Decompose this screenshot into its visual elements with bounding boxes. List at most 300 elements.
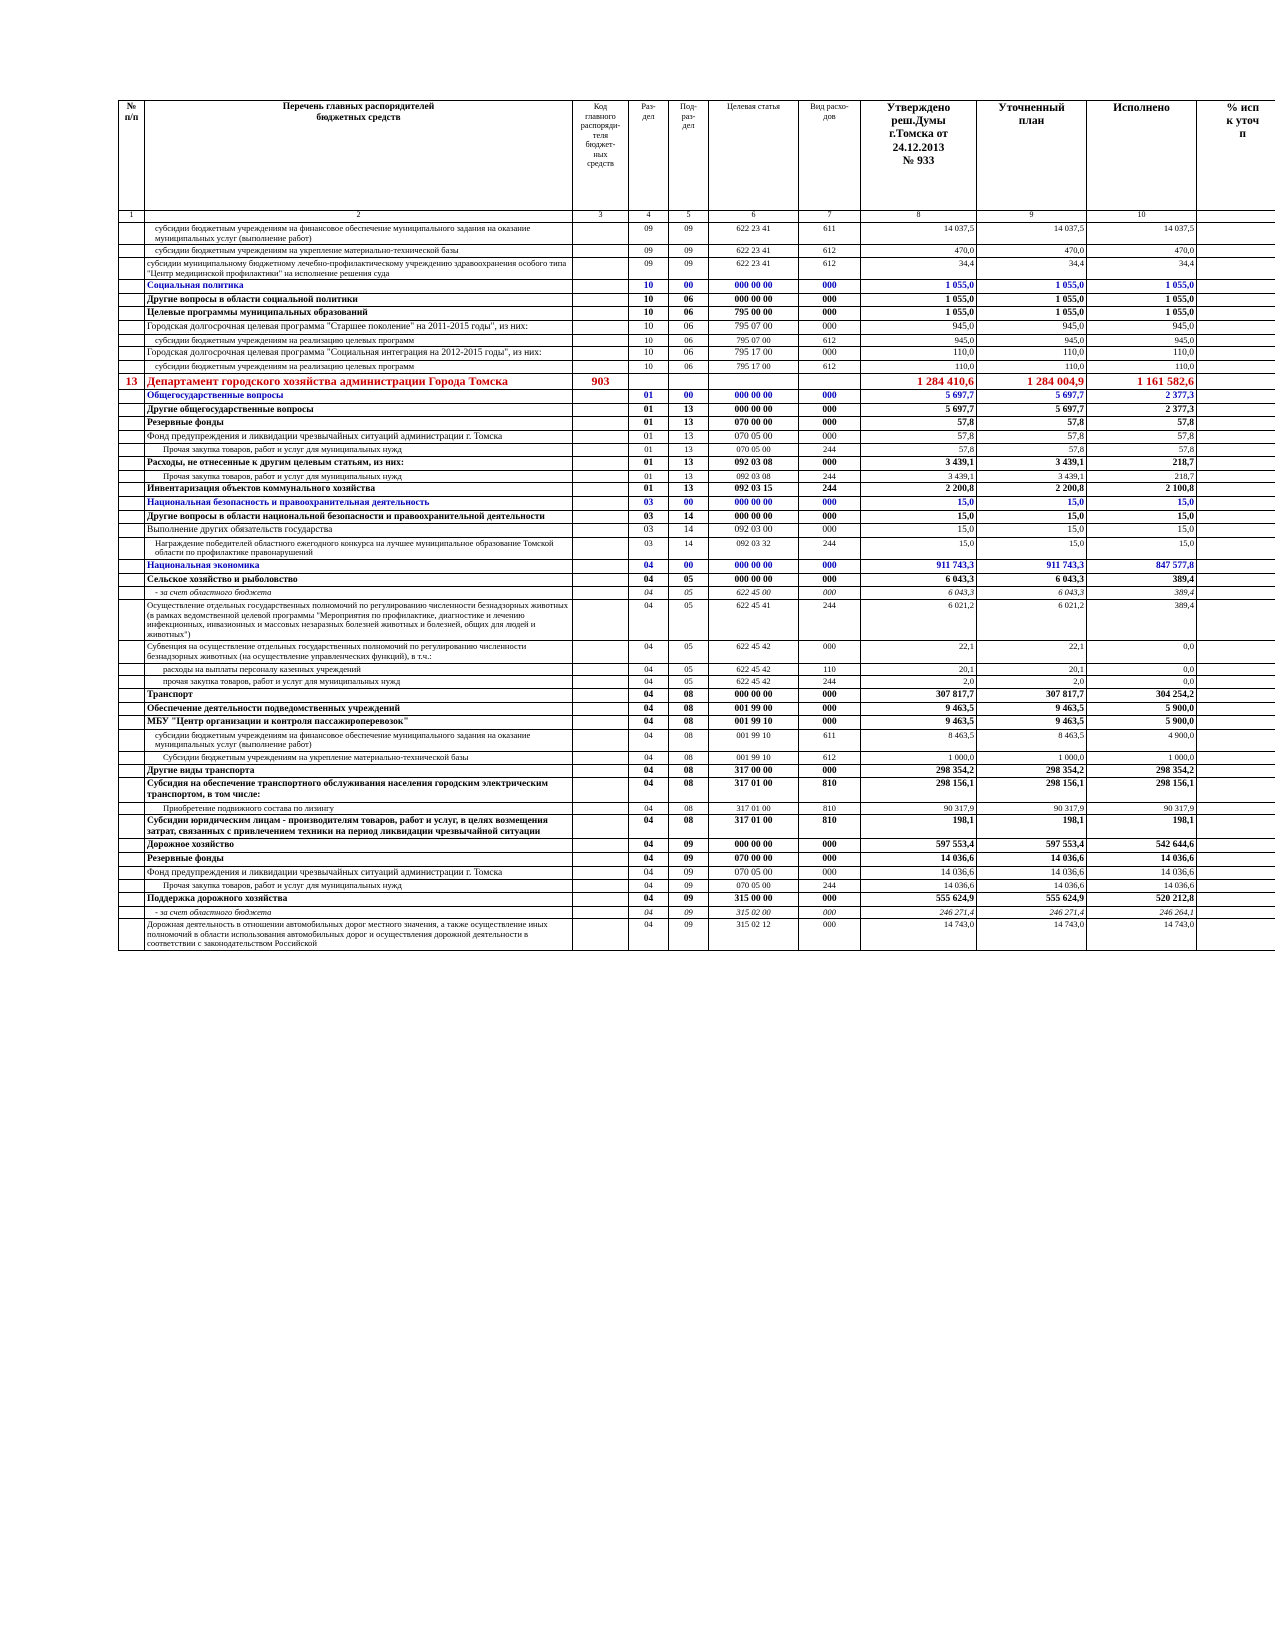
table-row [119, 470, 1275, 483]
cell-percent [1197, 293, 1275, 307]
cell-utverzhdeno: 1 055,0 [861, 293, 977, 307]
cell-vid-rashodov: 110 [799, 663, 861, 676]
cell-razdel: 09 [629, 257, 669, 279]
cell-row-number [119, 560, 145, 574]
cell-item-name: Субсидии юридическим лицам - производителям товаров, работ и услуг, в целях возмещения затрат, связанных с привлечением техники на период ликвидации чрезвычайной ситуации [145, 815, 573, 839]
cell-utochnenny-plan: 14 036,6 [977, 880, 1087, 893]
cell-kod [573, 729, 629, 751]
cell-row-number [119, 496, 145, 510]
cell-item-name: Выполнение других обязательств государства [145, 524, 573, 538]
cell-ispolneno: 15,0 [1087, 496, 1197, 510]
cell-utochnenny-plan: 555 624,9 [977, 892, 1087, 906]
table-row [119, 280, 1275, 294]
cell-podrazdel: 06 [669, 334, 709, 347]
cell-podrazdel: 05 [669, 599, 709, 641]
cell-row-number [119, 403, 145, 417]
cell-podrazdel: 09 [669, 245, 709, 258]
column-numbers-row [119, 211, 1275, 223]
cell-celevaya-statya: 070 05 00 [709, 444, 799, 457]
table-row [119, 524, 1275, 538]
cell-item-name: Сельское хозяйство и рыболовство [145, 573, 573, 587]
cell-celevaya-statya: 000 00 00 [709, 389, 799, 403]
cell-item-name: Инвентаризация объектов коммунального хозяйства [145, 483, 573, 497]
cell-item-name: Дорожная деятельность в отношении автомобильных дорог местного значения, а также осуществление иных полномочий в области использования автомобильных дорог и осуществления дорожной деятельности в соответствии с законодательством Российской [145, 919, 573, 951]
cell-utochnenny-plan: 90 317,9 [977, 802, 1087, 815]
cell-row-number [119, 389, 145, 403]
cell-kod [573, 223, 629, 245]
cell-podrazdel: 09 [669, 906, 709, 919]
cell-item-name: Другие виды транспорта [145, 764, 573, 778]
cell-utverzhdeno: 3 439,1 [861, 457, 977, 471]
cell-utverzhdeno: 597 553,4 [861, 839, 977, 853]
cell-kod [573, 560, 629, 574]
table-row [119, 906, 1275, 919]
cell-item-name: - за счет областного бюджета [145, 906, 573, 919]
cell-item-name: Субсидии бюджетным учреждениям на укрепление материально-технической базы [145, 752, 573, 765]
cell-row-number [119, 470, 145, 483]
cell-kod [573, 307, 629, 321]
cell-percent [1197, 496, 1275, 510]
cell-item-name: Транспорт [145, 688, 573, 702]
cell-ispolneno: 1 000,0 [1087, 752, 1197, 765]
cell-vid-rashodov: 000 [799, 573, 861, 587]
cell-percent [1197, 663, 1275, 676]
table-row [119, 716, 1275, 730]
table-row [119, 245, 1275, 258]
cell-row-number [119, 866, 145, 880]
cell-utverzhdeno: 298 156,1 [861, 778, 977, 802]
cell-razdel: 04 [629, 599, 669, 641]
cell-percent [1197, 257, 1275, 279]
cell-utverzhdeno: 3 439,1 [861, 470, 977, 483]
cell-kod [573, 389, 629, 403]
cell-razdel: 04 [629, 764, 669, 778]
cell-podrazdel: 08 [669, 752, 709, 765]
cell-percent [1197, 444, 1275, 457]
cell-ispolneno: 14 037,5 [1087, 223, 1197, 245]
cell-razdel: 10 [629, 360, 669, 373]
cell-utverzhdeno: 90 317,9 [861, 802, 977, 815]
cell-item-name: Расходы, не отнесенные к другим целевым статьям, из них: [145, 457, 573, 471]
cell-ispolneno: 218,7 [1087, 457, 1197, 471]
cell-utochnenny-plan: 911 743,3 [977, 560, 1087, 574]
cell-kod [573, 403, 629, 417]
cell-ispolneno: 0,0 [1087, 676, 1197, 689]
cell-celevaya-statya: 795 07 00 [709, 321, 799, 335]
table-row [119, 510, 1275, 524]
cell-celevaya-statya: 795 07 00 [709, 334, 799, 347]
cell-utverzhdeno: 57,8 [861, 444, 977, 457]
cell-row-number [119, 599, 145, 641]
cell-celevaya-statya: 795 17 00 [709, 347, 799, 361]
cell-item-name: Другие вопросы в области национальной безопасности и правоохранительной деятельности [145, 510, 573, 524]
cell-ispolneno: 520 212,8 [1087, 892, 1197, 906]
cell-utverzhdeno: 555 624,9 [861, 892, 977, 906]
cell-utverzhdeno: 470,0 [861, 245, 977, 258]
table-row [119, 444, 1275, 457]
cell-utochnenny-plan: 22,1 [977, 641, 1087, 663]
cell-utverzhdeno: 14 036,6 [861, 880, 977, 893]
cell-kod [573, 524, 629, 538]
cell-celevaya-statya: 795 17 00 [709, 360, 799, 373]
cell-percent [1197, 334, 1275, 347]
table-row [119, 403, 1275, 417]
cell-utverzhdeno: 2 200,8 [861, 483, 977, 497]
cell-percent [1197, 483, 1275, 497]
column-number-cell: 5 [669, 211, 709, 223]
cell-podrazdel: 05 [669, 663, 709, 676]
cell-celevaya-statya: 070 00 00 [709, 417, 799, 431]
cell-vid-rashodov: 244 [799, 470, 861, 483]
cell-utverzhdeno: 945,0 [861, 321, 977, 335]
cell-celevaya-statya: 622 45 42 [709, 663, 799, 676]
cell-percent [1197, 347, 1275, 361]
cell-item-name: - за счет областного бюджета [145, 587, 573, 600]
cell-item-name: Городская долгосрочная целевая программа "Социальная интеграция на 2012-2015 годы", из них: [145, 347, 573, 361]
cell-utverzhdeno: 14 036,6 [861, 866, 977, 880]
cell-percent [1197, 752, 1275, 765]
cell-razdel: 01 [629, 483, 669, 497]
cell-kod [573, 919, 629, 951]
cell-row-number [119, 663, 145, 676]
cell-razdel: 04 [629, 676, 669, 689]
cell-vid-rashodov: 810 [799, 815, 861, 839]
cell-ispolneno: 15,0 [1087, 524, 1197, 538]
cell-podrazdel: 08 [669, 764, 709, 778]
cell-utochnenny-plan: 6 043,3 [977, 587, 1087, 600]
cell-row-number [119, 853, 145, 867]
cell-row-number [119, 537, 145, 559]
column-number-cell: 1 [119, 211, 145, 223]
cell-celevaya-statya: 092 03 15 [709, 483, 799, 497]
cell-kod [573, 417, 629, 431]
cell-podrazdel: 05 [669, 641, 709, 663]
cell-row-number [119, 906, 145, 919]
cell-razdel: 04 [629, 778, 669, 802]
cell-celevaya-statya: 622 45 42 [709, 676, 799, 689]
column-number-cell: 7 [799, 211, 861, 223]
cell-celevaya-statya: 315 02 00 [709, 906, 799, 919]
cell-ispolneno: 4 900,0 [1087, 729, 1197, 751]
cell-percent [1197, 360, 1275, 373]
cell-ispolneno: 470,0 [1087, 245, 1197, 258]
cell-kod [573, 430, 629, 444]
table-row [119, 778, 1275, 802]
cell-kod [573, 280, 629, 294]
cell-vid-rashodov: 612 [799, 257, 861, 279]
cell-razdel: 04 [629, 560, 669, 574]
cell-ispolneno: 304 254,2 [1087, 688, 1197, 702]
cell-kod [573, 510, 629, 524]
cell-podrazdel: 14 [669, 524, 709, 538]
cell-percent [1197, 892, 1275, 906]
cell-razdel: 10 [629, 293, 669, 307]
cell-percent [1197, 245, 1275, 258]
cell-utochnenny-plan: 298 354,2 [977, 764, 1087, 778]
cell-kod [573, 688, 629, 702]
cell-utochnenny-plan: 14 036,6 [977, 853, 1087, 867]
cell-percent [1197, 560, 1275, 574]
cell-percent [1197, 906, 1275, 919]
cell-percent [1197, 716, 1275, 730]
cell-utverzhdeno: 57,8 [861, 417, 977, 431]
cell-utverzhdeno: 298 354,2 [861, 764, 977, 778]
cell-kod [573, 360, 629, 373]
header-num-line2: п/п [124, 112, 139, 123]
cell-vid-rashodov: 612 [799, 360, 861, 373]
cell-vid-rashodov: 244 [799, 599, 861, 641]
cell-podrazdel: 13 [669, 444, 709, 457]
cell-item-name: Приобретение подвижного состава по лизингу [145, 802, 573, 815]
cell-vid-rashodov: 000 [799, 457, 861, 471]
cell-celevaya-statya: 000 00 00 [709, 293, 799, 307]
cell-razdel [629, 373, 669, 389]
cell-row-number [119, 307, 145, 321]
cell-percent [1197, 702, 1275, 716]
cell-podrazdel: 09 [669, 223, 709, 245]
cell-utochnenny-plan: 198,1 [977, 815, 1087, 839]
cell-kod [573, 587, 629, 600]
cell-vid-rashodov: 000 [799, 293, 861, 307]
table-row [119, 880, 1275, 893]
cell-ispolneno: 0,0 [1087, 641, 1197, 663]
cell-percent [1197, 853, 1275, 867]
cell-ispolneno: 1 161 582,6 [1087, 373, 1197, 389]
cell-row-number [119, 676, 145, 689]
cell-razdel: 03 [629, 524, 669, 538]
cell-kod [573, 839, 629, 853]
cell-item-name: субсидии муниципальному бюджетному лечебно-профилактическому учреждению здравоохранения особого типа "Центр медицинской профилактики" на исполнение решения суда [145, 257, 573, 279]
cell-kod [573, 752, 629, 765]
cell-razdel: 04 [629, 688, 669, 702]
cell-vid-rashodov: 000 [799, 347, 861, 361]
cell-row-number [119, 257, 145, 279]
header-name-line2: бюджетных средств [316, 112, 401, 123]
cell-vid-rashodov: 244 [799, 537, 861, 559]
cell-vid-rashodov: 612 [799, 752, 861, 765]
cell-podrazdel: 14 [669, 510, 709, 524]
cell-utverzhdeno: 9 463,5 [861, 716, 977, 730]
cell-celevaya-statya: 622 45 00 [709, 587, 799, 600]
cell-podrazdel: 14 [669, 537, 709, 559]
cell-item-name: Резервные фонды [145, 417, 573, 431]
cell-podrazdel: 06 [669, 360, 709, 373]
cell-percent [1197, 321, 1275, 335]
cell-kod [573, 716, 629, 730]
cell-percent [1197, 764, 1275, 778]
cell-razdel: 01 [629, 417, 669, 431]
cell-razdel: 09 [629, 245, 669, 258]
cell-razdel: 04 [629, 702, 669, 716]
cell-item-name: Фонд предупреждения и ликвидации чрезвычайных ситуаций администрации г. Томска [145, 866, 573, 880]
cell-row-number [119, 892, 145, 906]
cell-ispolneno: 14 036,6 [1087, 880, 1197, 893]
cell-vid-rashodov: 244 [799, 483, 861, 497]
cell-kod [573, 676, 629, 689]
cell-ispolneno: 2 377,3 [1087, 403, 1197, 417]
cell-utochnenny-plan: 597 553,4 [977, 839, 1087, 853]
cell-percent [1197, 510, 1275, 524]
cell-utochnenny-plan: 9 463,5 [977, 702, 1087, 716]
cell-utverzhdeno: 15,0 [861, 537, 977, 559]
cell-row-number [119, 444, 145, 457]
cell-item-name: Прочая закупка товаров, работ и услуг для муниципальных нужд [145, 444, 573, 457]
header-name [145, 101, 573, 211]
cell-utverzhdeno: 6 043,3 [861, 587, 977, 600]
cell-celevaya-statya: 795 00 00 [709, 307, 799, 321]
table-row [119, 373, 1275, 389]
cell-item-name: Департамент городского хозяйства администрации Города Томска [145, 373, 573, 389]
cell-razdel: 03 [629, 537, 669, 559]
cell-celevaya-statya: 622 45 41 [709, 599, 799, 641]
cell-item-name: Прочая закупка товаров, работ и услуг для муниципальных нужд [145, 470, 573, 483]
cell-row-number [119, 280, 145, 294]
cell-podrazdel [669, 373, 709, 389]
table-row [119, 919, 1275, 951]
table-body [119, 223, 1275, 951]
cell-utverzhdeno: 110,0 [861, 347, 977, 361]
table-row [119, 752, 1275, 765]
cell-ispolneno: 298 354,2 [1087, 764, 1197, 778]
table-row [119, 307, 1275, 321]
cell-razdel: 04 [629, 839, 669, 853]
cell-razdel: 03 [629, 496, 669, 510]
cell-celevaya-statya: 000 00 00 [709, 573, 799, 587]
cell-utochnenny-plan: 15,0 [977, 496, 1087, 510]
cell-celevaya-statya: 092 03 32 [709, 537, 799, 559]
cell-celevaya-statya: 315 02 12 [709, 919, 799, 951]
cell-podrazdel: 09 [669, 839, 709, 853]
cell-utochnenny-plan: 945,0 [977, 321, 1087, 335]
cell-celevaya-statya [709, 373, 799, 389]
cell-ispolneno: 2 100,8 [1087, 483, 1197, 497]
cell-celevaya-statya: 092 03 08 [709, 457, 799, 471]
cell-ispolneno: 14 036,6 [1087, 853, 1197, 867]
budget-table [118, 100, 1275, 951]
cell-item-name: Субсидия на обеспечение транспортного обслуживания населения городским электрическим транспортом, в том числе: [145, 778, 573, 802]
cell-utochnenny-plan: 1 055,0 [977, 280, 1087, 294]
cell-ispolneno: 298 156,1 [1087, 778, 1197, 802]
cell-razdel: 04 [629, 892, 669, 906]
cell-celevaya-statya: 092 03 08 [709, 470, 799, 483]
cell-vid-rashodov: 810 [799, 802, 861, 815]
cell-podrazdel: 08 [669, 802, 709, 815]
table-row [119, 663, 1275, 676]
cell-razdel: 01 [629, 444, 669, 457]
table-row [119, 764, 1275, 778]
cell-utochnenny-plan: 246 271,4 [977, 906, 1087, 919]
cell-kod [573, 764, 629, 778]
cell-item-name: субсидии бюджетным учреждениям на укрепление материально-технической базы [145, 245, 573, 258]
cell-row-number [119, 815, 145, 839]
header-ispolneno: Исполнено [1087, 101, 1197, 211]
cell-kod [573, 853, 629, 867]
cell-row-number [119, 688, 145, 702]
cell-vid-rashodov: 611 [799, 729, 861, 751]
cell-vid-rashodov: 000 [799, 764, 861, 778]
cell-razdel: 04 [629, 663, 669, 676]
table-row [119, 483, 1275, 497]
cell-percent [1197, 573, 1275, 587]
cell-item-name: расходы на выплаты персоналу казенных учреждений [145, 663, 573, 676]
cell-ispolneno: 198,1 [1087, 815, 1197, 839]
cell-kod [573, 470, 629, 483]
cell-utochnenny-plan: 110,0 [977, 347, 1087, 361]
cell-celevaya-statya: 622 23 41 [709, 257, 799, 279]
cell-ispolneno: 5 900,0 [1087, 716, 1197, 730]
cell-kod [573, 457, 629, 471]
cell-vid-rashodov: 000 [799, 280, 861, 294]
cell-row-number [119, 223, 145, 245]
cell-utochnenny-plan: 3 439,1 [977, 457, 1087, 471]
cell-podrazdel: 06 [669, 321, 709, 335]
cell-utochnenny-plan: 34,4 [977, 257, 1087, 279]
cell-podrazdel: 09 [669, 880, 709, 893]
cell-podrazdel: 08 [669, 702, 709, 716]
cell-podrazdel: 08 [669, 688, 709, 702]
cell-utochnenny-plan: 298 156,1 [977, 778, 1087, 802]
table-row [119, 360, 1275, 373]
cell-kod [573, 815, 629, 839]
cell-ispolneno: 110,0 [1087, 360, 1197, 373]
cell-item-name: Другие общегосударственные вопросы [145, 403, 573, 417]
cell-percent [1197, 307, 1275, 321]
cell-vid-rashodov: 000 [799, 430, 861, 444]
cell-item-name: МБУ "Центр организации и контроля пассажироперевозок" [145, 716, 573, 730]
cell-utverzhdeno: 110,0 [861, 360, 977, 373]
cell-row-number [119, 641, 145, 663]
cell-percent [1197, 524, 1275, 538]
cell-utochnenny-plan: 1 284 004,9 [977, 373, 1087, 389]
cell-utochnenny-plan: 5 697,7 [977, 389, 1087, 403]
cell-razdel: 04 [629, 880, 669, 893]
table-row [119, 599, 1275, 641]
cell-ispolneno: 110,0 [1087, 347, 1197, 361]
header-name-line1: Перечень главных распорядителей [282, 102, 435, 112]
cell-ispolneno: 14 036,6 [1087, 866, 1197, 880]
cell-percent [1197, 641, 1275, 663]
cell-vid-rashodov: 000 [799, 919, 861, 951]
cell-row-number [119, 293, 145, 307]
cell-utverzhdeno: 5 697,7 [861, 389, 977, 403]
table-row [119, 389, 1275, 403]
cell-kod [573, 483, 629, 497]
table-row [119, 676, 1275, 689]
cell-vid-rashodov: 000 [799, 839, 861, 853]
cell-ispolneno: 945,0 [1087, 321, 1197, 335]
cell-utverzhdeno: 1 284 410,6 [861, 373, 977, 389]
table-row [119, 729, 1275, 751]
table-row [119, 853, 1275, 867]
cell-razdel: 04 [629, 573, 669, 587]
cell-podrazdel: 09 [669, 257, 709, 279]
cell-row-number [119, 729, 145, 751]
cell-celevaya-statya: 622 23 41 [709, 245, 799, 258]
cell-utochnenny-plan: 57,8 [977, 444, 1087, 457]
cell-podrazdel: 08 [669, 716, 709, 730]
header-num [119, 101, 145, 211]
cell-utochnenny-plan: 57,8 [977, 417, 1087, 431]
cell-vid-rashodov: 244 [799, 880, 861, 893]
cell-percent [1197, 457, 1275, 471]
cell-ispolneno: 90 317,9 [1087, 802, 1197, 815]
cell-ispolneno: 57,8 [1087, 417, 1197, 431]
cell-item-name: Субвенция на осуществление отдельных государственных полномочий по регулированию численности безнадзорных животных (на осуществление управленческих функций), в т.ч.: [145, 641, 573, 663]
cell-ispolneno: 389,4 [1087, 573, 1197, 587]
cell-utverzhdeno: 14 036,6 [861, 853, 977, 867]
cell-item-name: Целевые программы муниципальных образований [145, 307, 573, 321]
cell-podrazdel: 09 [669, 866, 709, 880]
